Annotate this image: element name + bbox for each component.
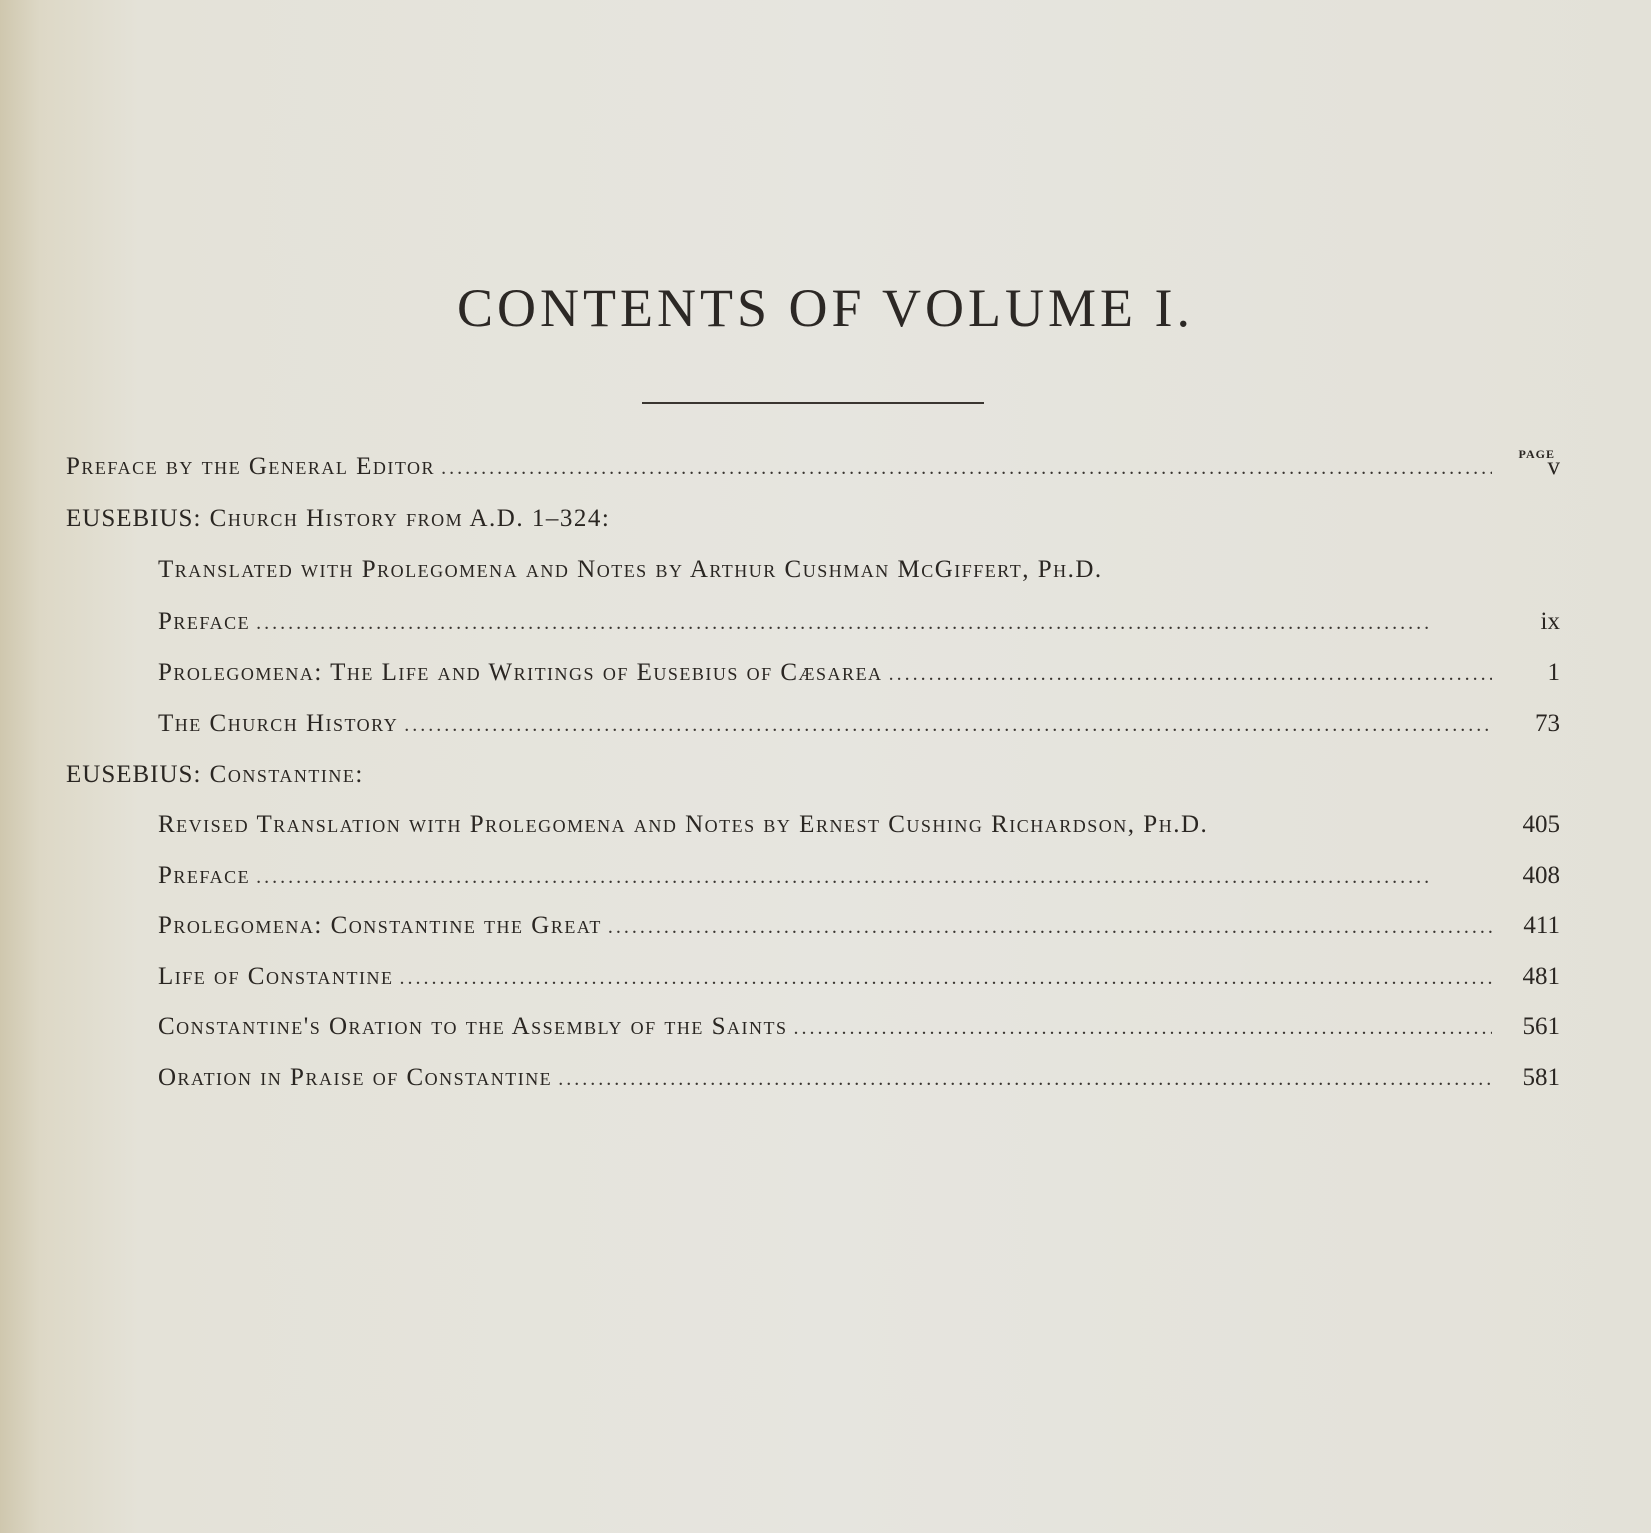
toc-entry-label: Constantine's Oration to the Assembly of the Saints xyxy=(158,1013,788,1040)
toc-entry xyxy=(158,556,1560,594)
toc-entry xyxy=(158,608,1560,646)
toc-section-heading xyxy=(66,505,1560,543)
toc-entry-label: The Church History xyxy=(158,710,399,737)
dot-leader xyxy=(441,457,1492,480)
dot-leader xyxy=(558,1068,1492,1091)
toc-entry-label: Revised Translation with Prolegomena and Notes by Ernest Cushing Richardson, Ph.D. xyxy=(158,811,1209,838)
toc-entry-label: Life of Constantine xyxy=(158,963,394,990)
page-title: CONTENTS OF VOLUME I. xyxy=(456,278,1194,338)
toc-entry-page: 408 xyxy=(1522,862,1560,889)
toc-entry-label: Preface xyxy=(158,862,251,889)
toc-entry-page: 405 xyxy=(1522,811,1560,838)
toc-entry-page: 561 xyxy=(1522,1013,1560,1040)
dot-leader xyxy=(404,714,1492,737)
dot-leader xyxy=(256,612,1492,635)
page-column-label: page xyxy=(1518,443,1555,462)
toc-entry xyxy=(158,1013,1560,1051)
toc-entry-page: 73 xyxy=(1535,710,1560,737)
toc-entry-label: Preface by the General Editor xyxy=(66,453,436,480)
toc-entry-page: v xyxy=(1547,453,1560,480)
toc-entry xyxy=(158,963,1560,1001)
toc-entry-label: Prolegomena: The Life and Writings of Eusebius of Cæsarea xyxy=(158,659,883,686)
dot-leader xyxy=(400,967,1493,990)
toc-section-author: EUSEBIUS xyxy=(66,761,194,788)
toc-entry xyxy=(66,453,1560,491)
toc-entry-label: Oration in Praise of Constantine xyxy=(158,1064,553,1091)
toc-entry-page: 1 xyxy=(1547,659,1560,686)
dot-leader xyxy=(256,866,1492,889)
toc-entry-label: Preface xyxy=(158,608,251,635)
dot-leader xyxy=(794,1017,1493,1040)
toc-entry xyxy=(158,912,1560,950)
toc-section-heading xyxy=(66,761,1560,799)
toc-entry-label: Translated with Prolegomena and Notes by Arthur Cushman McGiffert, Ph.D. xyxy=(158,556,1103,583)
toc-section-title: : Church History from A.D. 1–324: xyxy=(193,505,611,532)
toc-section-title: : Constantine: xyxy=(193,761,364,788)
dot-leader xyxy=(889,663,1492,686)
toc-entry xyxy=(158,862,1560,900)
dot-leader xyxy=(608,916,1492,939)
title-rule xyxy=(642,402,984,404)
toc-entry-label: Prolegomena: Constantine the Great xyxy=(158,912,602,939)
toc-section-author: EUSEBIUS xyxy=(66,505,194,532)
toc-entry xyxy=(158,710,1560,748)
toc-entry-page: 581 xyxy=(1522,1064,1560,1091)
toc-entry-page: ix xyxy=(1540,608,1560,635)
toc-entry xyxy=(158,811,1560,849)
toc-entry xyxy=(158,1064,1560,1102)
toc-entry xyxy=(158,659,1560,697)
toc-entry-page: 411 xyxy=(1523,912,1560,939)
toc-entry-page: 481 xyxy=(1522,963,1560,990)
